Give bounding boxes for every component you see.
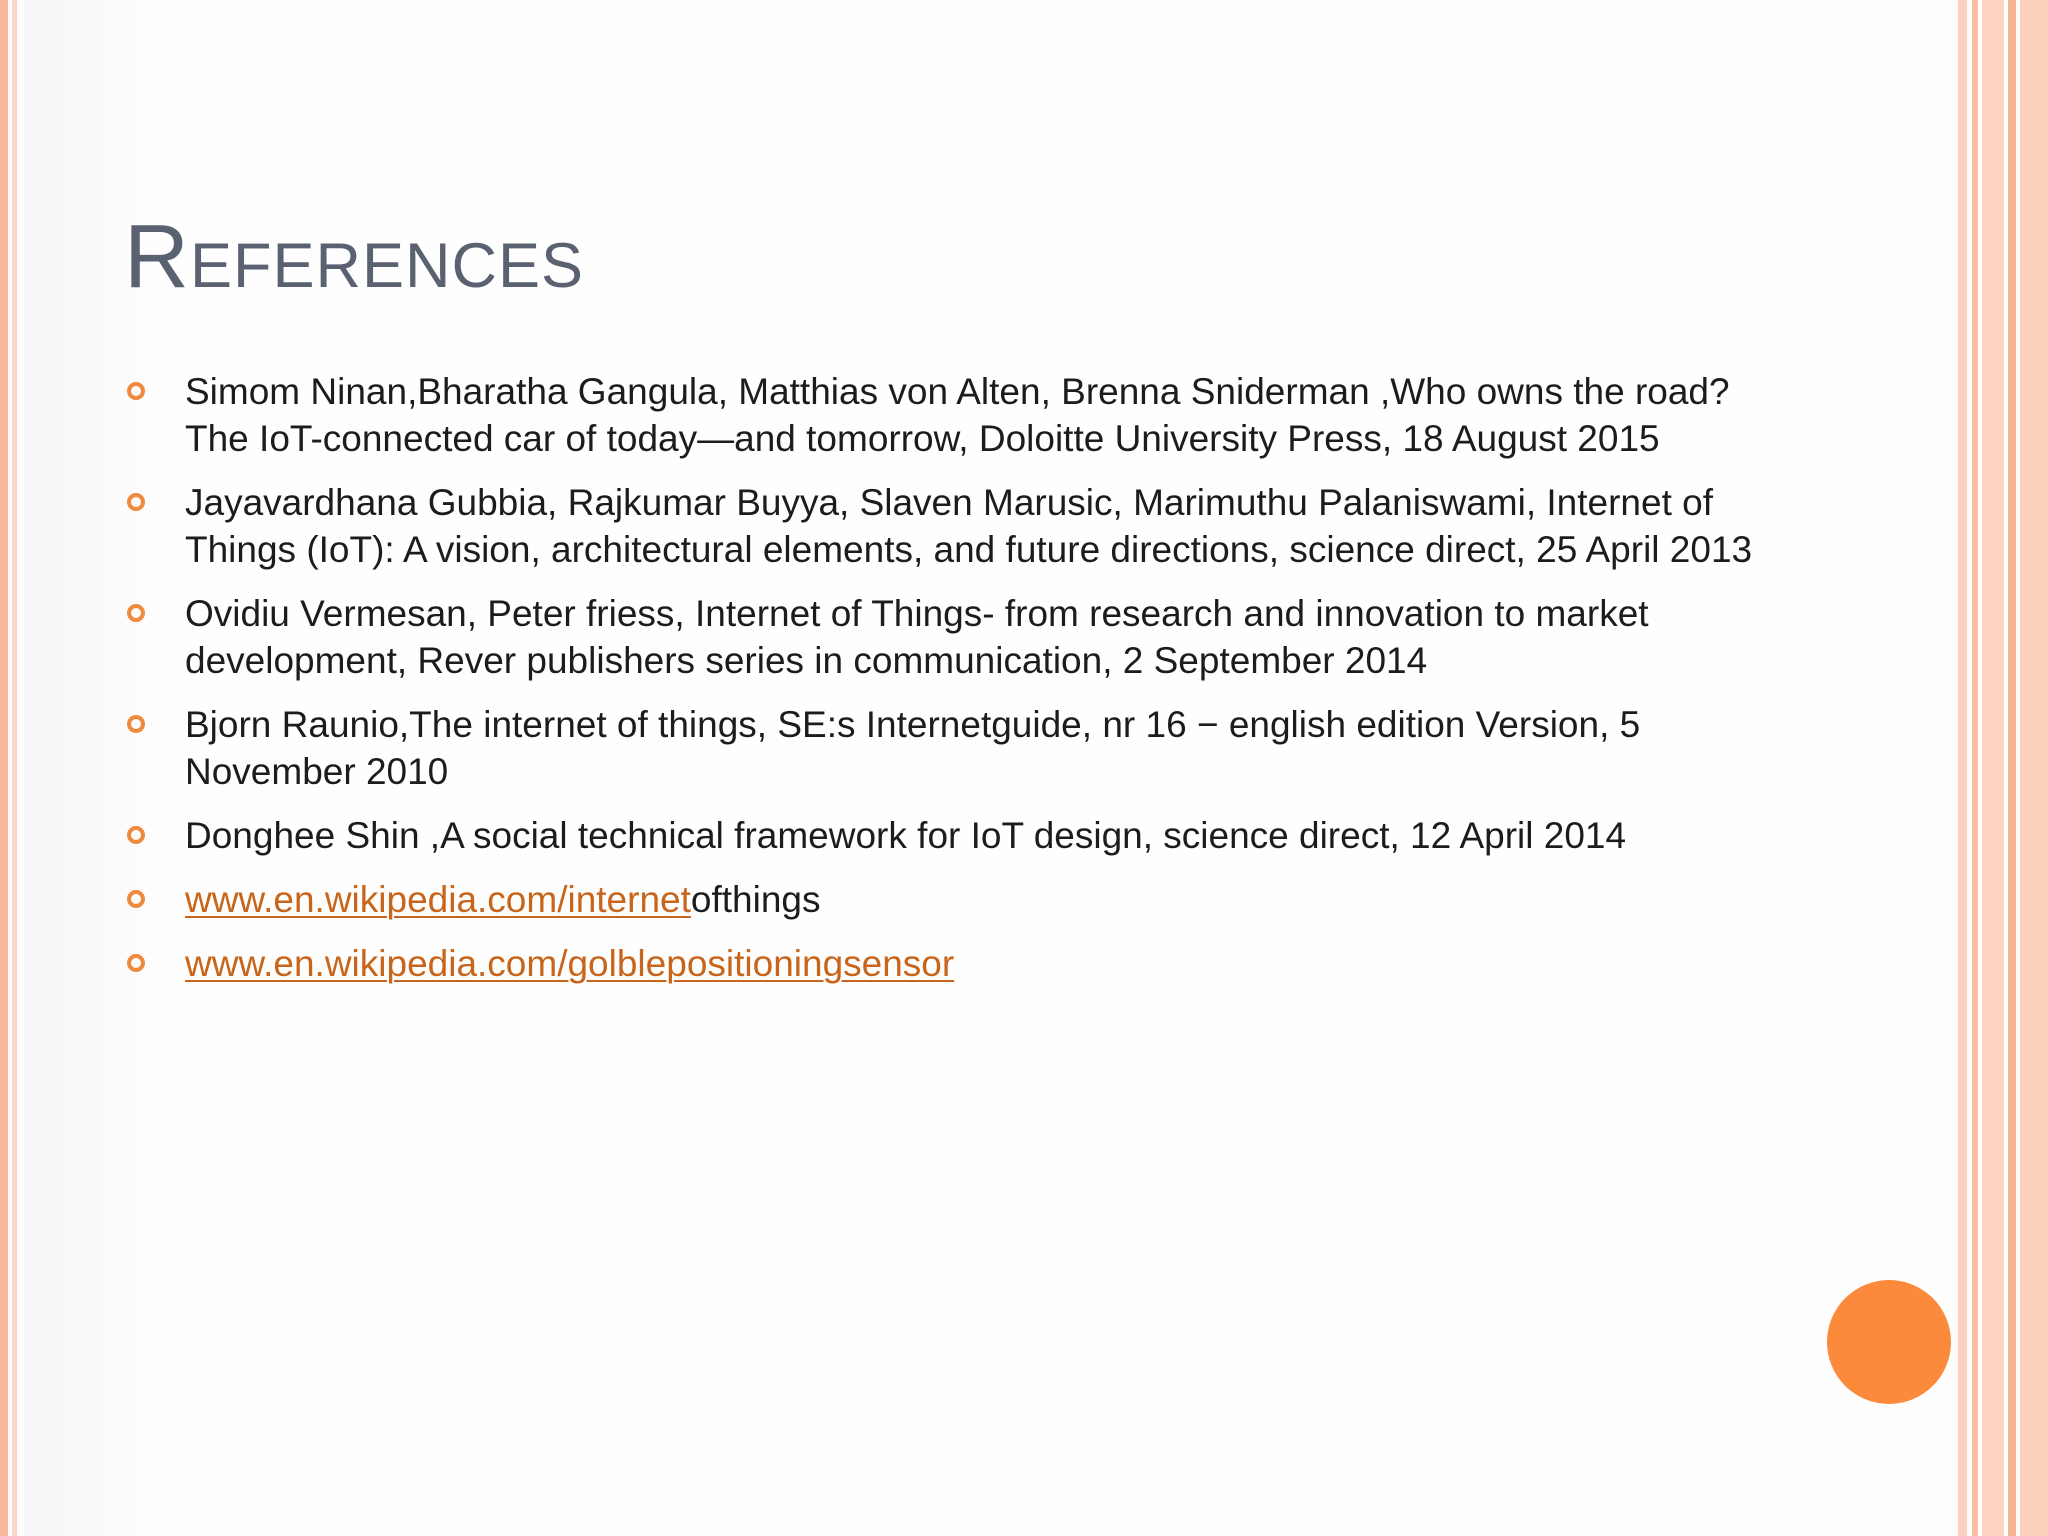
left-decorative-stripe <box>0 0 8 1536</box>
right-decorative-stripe <box>1972 0 1978 1536</box>
reference-item <box>124 590 1774 684</box>
ring-bullet-icon <box>127 382 145 400</box>
reference-text: Donghee Shin ,A social technical framework for IoT design, science direct, 12 April 2014 <box>185 815 1627 856</box>
ring-bullet-icon <box>127 604 145 622</box>
ring-bullet-icon <box>127 890 145 908</box>
right-decorative-stripe <box>2020 0 2048 1536</box>
right-decorative-stripe <box>2008 0 2016 1536</box>
reference-item <box>124 701 1774 795</box>
ring-bullet-icon <box>127 826 145 844</box>
reference-item <box>124 940 1774 987</box>
link-suffix-text: ofthings <box>690 879 821 920</box>
ring-bullet-icon <box>127 493 145 511</box>
wikipedia-iot-link[interactable]: www.en.wikipedia.com/internet <box>185 879 691 920</box>
reference-item <box>124 368 1774 462</box>
right-decorative-stripe <box>1982 0 2004 1536</box>
reference-list <box>124 368 1774 987</box>
reference-item <box>124 479 1774 573</box>
decorative-orange-circle <box>1827 1280 1951 1404</box>
left-decorative-stripe-thin <box>12 0 17 1536</box>
wikipedia-gps-link[interactable]: www.en.wikipedia.com/golblepositioningsensor <box>185 943 955 984</box>
ring-bullet-icon <box>127 954 145 972</box>
reference-item <box>124 812 1774 859</box>
reference-text: Simom Ninan,Bharatha Gangula, Matthias von Alten, Brenna Sniderman ,Who owns the road? The IoT-connected car of today—and tomorrow, Doloitte University Press, 18 August 2015 <box>185 371 1730 459</box>
right-decorative-stripe <box>1958 0 1967 1536</box>
slide-title: References <box>124 207 585 307</box>
reference-item <box>124 876 1774 923</box>
reference-text: Bjorn Raunio,The internet of things, SE:s Internetguide, nr 16 − english edition Version, 5 November 2010 <box>185 704 1641 792</box>
reference-text: Ovidiu Vermesan, Peter friess, Internet of Things- from research and innovation to market development, Rever publishers series in communication, 2 September 2014 <box>185 593 1649 681</box>
ring-bullet-icon <box>127 715 145 733</box>
reference-text: Jayavardhana Gubbia, Rajkumar Buyya, Slaven Marusic, Marimuthu Palaniswami, Internet of Things (IoT): A vision, architectural elements, and future directions, science direct, 25 April 2013 <box>185 482 1753 570</box>
